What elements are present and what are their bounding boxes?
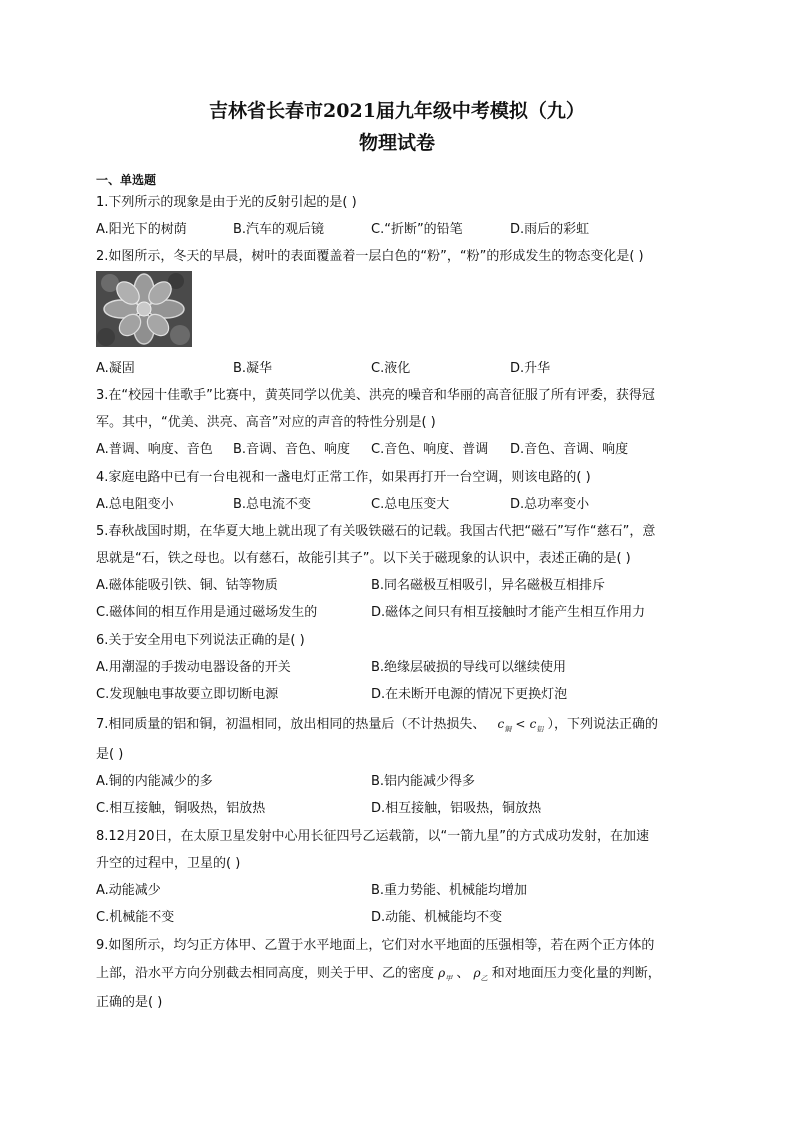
q4-option-d: D.总功率变小 [510,497,590,512]
q7-stem-text-end: ），下列说法正确的 [547,717,659,732]
question-2-stem: 2.如图所示，冬天的早晨，树叶的表面覆盖着一层白色的“粉”，“粉”的形成发生的物态变化是( ) [96,249,644,264]
q7-c-symbol-2: c [529,717,537,731]
q9-density-yi [473,966,488,983]
question-9-stem-line1: 9.如图所示，均匀正方体甲、乙置于水平地面上，它们对水平地面的压强相等，若在两个正方体的 [96,938,655,953]
q7-stem-text: 7.相同质量的铝和铜，初温相同，放出相同的热量后（不计热损失、 [96,717,486,732]
q5-option-b: B.同名磁极互相吸引，异名磁极互相排斥 [371,578,606,593]
exam-subtitle: 物理试卷 [358,132,435,154]
q7-option-d: D.相互接触，铝吸热，铜放热 [371,801,542,816]
q4-option-a: A.总电阻变小 [96,497,174,512]
q6-option-c: C.发现触电事故要立即切断电源 [96,687,279,702]
q9-separator: 、 [456,966,470,981]
q7-c-symbol-1: c [497,717,505,731]
frost-leaf-photo [96,271,192,347]
q9-jia-subscript: 甲 [445,974,453,983]
question-3-stem-line1: 3.在“校园十佳歌手”比赛中，黄英同学以优美、洪亮的噪音和华丽的高音征服了所有评委，获得冠 [96,388,655,403]
q2-option-a: A.凝固 [96,361,135,376]
question-5-stem-line2: 思就是“石，铁之母也。以有慈石，故能引其子”。以下关于磁现象的认识中，表述正确的是( ) [96,551,631,566]
q7-specific-heat-aluminum [529,717,544,734]
q3-option-c: C.音色、响度、普调 [371,442,489,457]
q8-option-d: D.动能、机械能均不变 [371,910,503,925]
q4-option-b: B.总电流不变 [233,497,312,512]
q5-option-a: A.磁体能吸引铁、铜、钴等物质 [96,578,278,593]
q6-option-d: D.在未断开电源的情况下更换灯泡 [371,687,568,702]
q7-option-b: B.铝内能减少得多 [371,774,476,789]
q2-option-b: B.凝华 [233,361,273,376]
q1-option-d: D.雨后的彩虹 [510,222,590,237]
q5-option-d: D.磁体之间只有相互接触时才能产生相互作用力 [371,605,646,620]
q3-option-d: D.音色、音调、响度 [510,442,629,457]
question-9-stem-line2 [96,962,661,983]
q1-option-a: A.阳光下的树荫 [96,222,187,237]
q8-option-b: B.重力势能、机械能均增加 [371,883,528,898]
section-heading: 一、单选题 [96,173,157,187]
question-7-stem-line2: 是( ) [96,747,124,762]
q2-option-c: C.液化 [371,361,411,376]
q7-aluminum-subscript: 铝 [536,725,544,734]
q9-stem-text-b: 和对地面压力变化量的判断， [491,966,661,981]
frost-leaf-image [96,271,192,347]
question-6-stem: 6.关于安全用电下列说法正确的是( ) [96,633,305,648]
q3-option-a: A.普调、响度、音色 [96,442,213,457]
q2-option-d: D.升华 [510,361,551,376]
q7-less-than: < [515,717,526,731]
question-8-stem-line2: 升空的过程中，卫星的( ) [96,856,241,871]
q9-stem-text-a: 上部，沿水平方向分别截去相同高度，则关于甲、乙的密度 [96,966,435,981]
q1-option-b: B.汽车的观后镜 [233,222,325,237]
q5-option-c: C.磁体间的相互作用是通过磁场发生的 [96,605,318,620]
question-5-stem-line1: 5.春秋战国时期，在华夏大地上就出现了有关吸铁磁石的记载。我国古代把“磁石”写作“慈石”，意 [96,524,656,539]
q8-option-a: A.动能减少 [96,883,161,898]
question-3-stem-line2: 军。其中，“优美、洪亮、高音”对应的声音的特性分别是( ) [96,415,436,430]
question-8-stem-line1: 8.12月20日，在太原卫星发射中心用长征四号乙运载箭，以“一箭九星”的方式成功发射，在加速 [96,829,649,844]
q9-rho-symbol-1: ρ [438,966,446,980]
q1-option-c: C.“折断”的铅笔 [371,222,463,237]
q9-rho-symbol-2: ρ [473,966,481,980]
question-4-stem: 4.家庭电路中已有一台电视和一盏电灯正常工作，如果再打开一台空调，则该电路的( ) [96,470,591,485]
q3-option-b: B.音调、音色、响度 [233,442,351,457]
question-9-stem-line3: 正确的是( ) [96,995,163,1010]
q4-option-c: C.总电压变大 [371,497,450,512]
exam-title: 吉林省长春市2021届九年级中考模拟（九） [209,100,585,122]
q7-option-a: A.铜的内能减少的多 [96,774,213,789]
q8-option-c: C.机械能不变 [96,910,175,925]
question-1-stem: 1.下列所示的现象是由于光的反射引起的是( ) [96,195,357,210]
q6-option-a: A.用潮湿的手拨动电器设备的开关 [96,660,291,675]
q7-option-c: C.相互接触，铜吸热，铝放热 [96,801,266,816]
q9-yi-subscript: 乙 [480,974,488,983]
question-7-stem-line1 [96,713,658,734]
q7-specific-heat-copper [497,717,512,734]
q7-copper-subscript: 铜 [504,725,512,734]
q9-density-jia [438,966,453,983]
q6-option-b: B.绝缘层破损的导线可以继续使用 [371,660,567,675]
